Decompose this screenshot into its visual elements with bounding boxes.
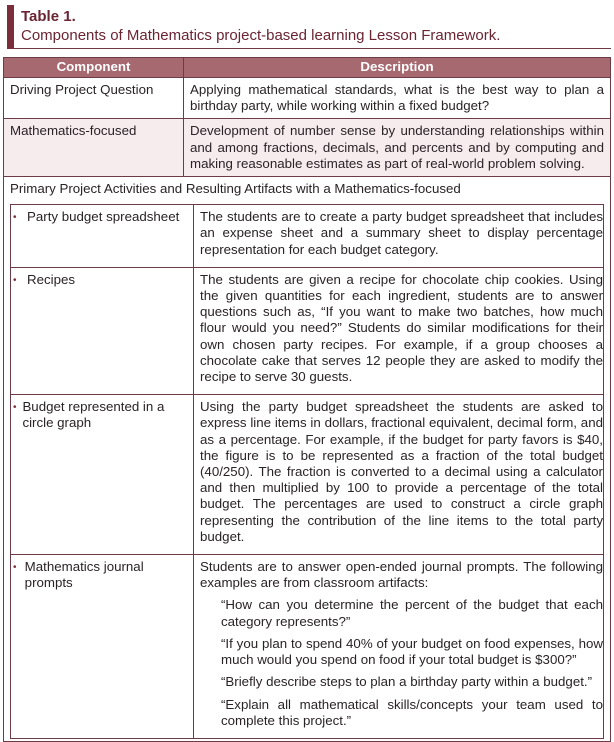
activity-label: Budget represented in a circle graph (22, 399, 165, 431)
section-title: Primary Project Activities and Resulting Artifacts with a Mathematics-focused (10, 181, 461, 197)
header-row (4, 58, 611, 78)
activity-label: Mathematics journal prompts (24, 559, 144, 591)
list-item (11, 267, 604, 394)
bullet-icon: • (13, 402, 17, 414)
activity-text: The students are given a recipe for chocolate chip cookies. Using the given quantities for each ingredient, students are to answer questions such as, “If you want to make two batches, how much flour would you need?” Students do similar modifications for their own chosen party recipes. For example, if a group chooses a chocolate cake that serves 12 people they are asked to modify the recipe to serve 30 guests. (194, 267, 604, 394)
journal-prompt: “Briefly describe steps to plan a birthday party within a budget.” (221, 674, 593, 690)
table-title: Components of Mathematics project-based learning Lesson Framework. (21, 27, 501, 44)
journal-prompt: “How can you determine the percent of the budget that each category represents?” (221, 597, 603, 629)
activity-label: Party budget spreadsheet (27, 209, 180, 225)
activities-section (4, 177, 611, 742)
row-description: Applying mathematical standards, what is the best way to plan a birthday party, while working within a fixed budget? (184, 78, 611, 119)
activity-text: Using the party budget spreadsheet the students are asked to express line items in dollars, fractional equivalent, decimal form, and as a percentage. For example, if the budget for party favors is $40, the figure is to be represented as a fraction of the total budget (40/250). The fraction is converted to a decimal using a calculator and then multiplied by 100 to provide a percentage of the total budget. The percentages are used to construct a circle graph representing the contribution of the line items to the total party budget. (194, 395, 604, 555)
journal-prompt: “Explain all mathematical skills/concepts your team used to complete this project.” (221, 696, 603, 728)
framework-table (3, 57, 611, 742)
activity-text: The students are to create a party budget spreadsheet that includes an expense sheet and a summary sheet to display percentage representation for each budget category. (194, 205, 604, 268)
row-component: Driving Project Question (4, 78, 184, 119)
journal-prompt: “If you plan to spend 40% of your budget on food expenses, how much would you spend on food if your total budget is $300?” (221, 635, 603, 668)
activity-text: Students are to answer open-ended journal prompts. The following examples are from classroom artifacts: (200, 559, 603, 591)
list-item (11, 555, 604, 739)
bullet-icon: • (13, 212, 17, 224)
bullet-icon: • (13, 274, 17, 286)
table-row (4, 78, 611, 119)
activity-label: Recipes (27, 271, 76, 287)
header-component: Component (4, 58, 184, 78)
bullet-icon: • (13, 562, 17, 574)
list-item (11, 395, 604, 555)
table-label: Table 1. (21, 8, 76, 25)
row-component: Mathematics-focused (4, 119, 184, 177)
caption-accent-bar (7, 5, 14, 49)
list-item (11, 205, 604, 268)
header-description: Description (184, 58, 611, 78)
table-row (4, 119, 611, 177)
row-description: Development of number sense by understanding relationships within and among fractions, decimals, and percents and by computing and making reasonable estimates as part of real-world problem solving. (184, 119, 611, 177)
table-caption (7, 5, 611, 49)
activities-list (10, 204, 604, 739)
